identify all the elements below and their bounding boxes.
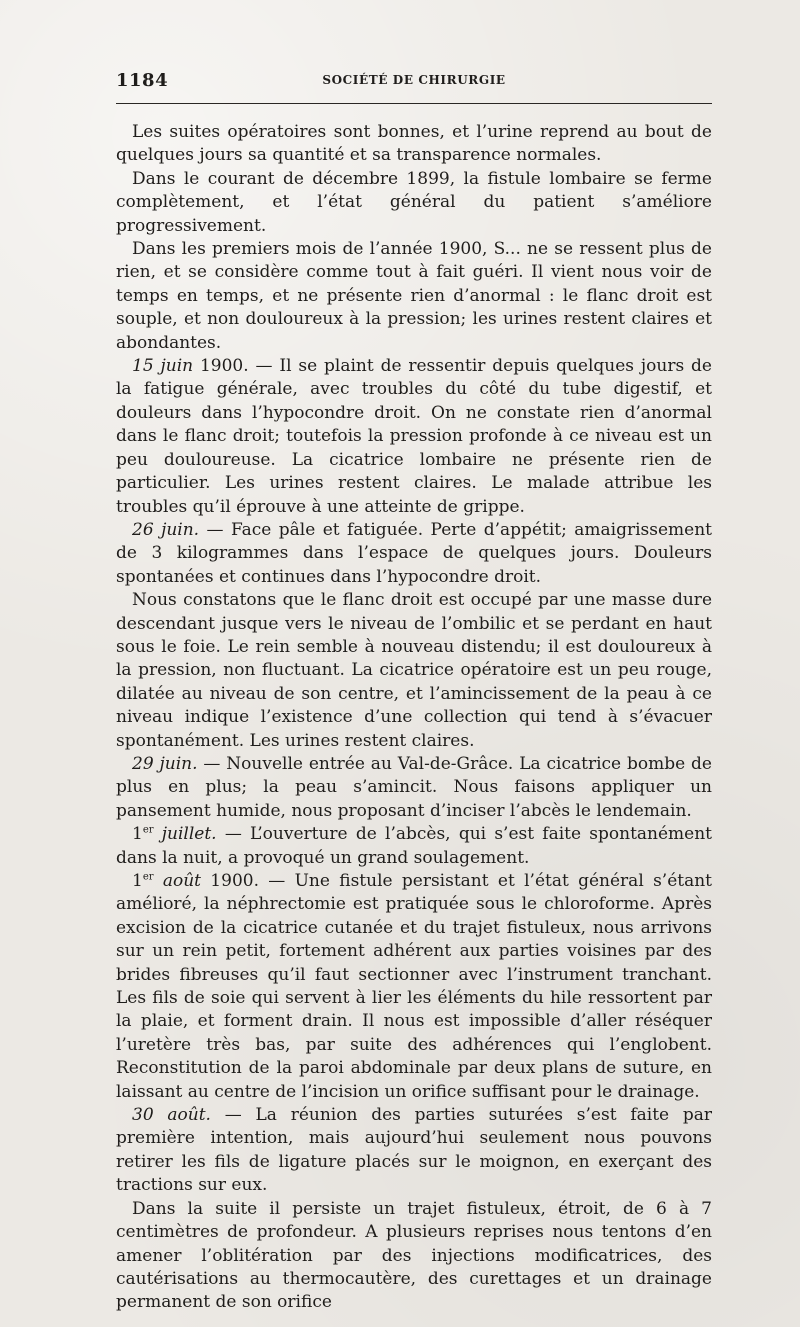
paragraph: [116, 589, 712, 753]
header-rule: [116, 103, 712, 104]
entry-date: juillet.: [153, 824, 217, 845]
entry-date-prefix: 1: [132, 871, 143, 891]
paragraph: [116, 823, 712, 870]
paragraph: [116, 238, 712, 355]
entry-date-superscript: er: [142, 871, 154, 883]
paragraph-text: 1900. — Il se plaint de ressentir depuis quelques jours de la fatigue générale, avec troubles du côté du tube digestif, et douleurs dans l’hypocondre droit. On ne constate rien d’anormal dans le flanc droit; toutefois la pression profonde à ce niveau est un peu douloureuse. La cicatrice lombaire ne présente rien de particulier. Les urines restent claires. Le malade attribue les troubles qu’il éprouve à une atteinte de grippe.: [116, 356, 712, 517]
paragraph-text: — Nouvelle entrée au Val-de-Grâce. La cicatrice bombe de plus en plus; la peau s’amincit. Nous faisons appliquer un pansement humide, nous proposant d’inciser l’abcès le lendemain.: [116, 753, 712, 821]
paragraph-text: — L’ouverture de l’abcès, qui s’est faite spontanément dans la nuit, a provoqué un grand soulagement.: [116, 824, 713, 868]
paragraph-text: — Face pâle et fatiguée. Perte d’appétit; amaigrissement de 3 kilogrammes dans l’espace de quelques jours. Douleurs spontanées et continues dans l’hypocondre droit.: [116, 519, 713, 587]
entry-date: 15 juin: [132, 356, 194, 377]
entry-date: août: [153, 871, 201, 891]
page-header: [116, 68, 712, 92]
page-number: 1184: [116, 69, 169, 91]
paragraph-text: Dans le courant de décembre 1899, la fistule lombaire se ferme complètement, et l’état général du patient s’améliore progressivement.: [116, 168, 712, 236]
running-head: SOCIÉTÉ DE CHIRURGIE: [322, 73, 506, 87]
entry-date: 26 juin.: [132, 519, 200, 540]
paragraph-text: Nous constatons que le flanc droit est occupé par une masse dure descendant jusque vers le niveau de l’ombilic et se perdant en haut sous le foie. Le rein semble à nouveau distendu; il est douloureux à la pression, non fluctuant. La cicatrice opératoire est un peu rouge, dilatée au niveau de son centre, et l’amincissement de la peau à ce niveau indique l’existence d’une collection qui tend à s’évacuer spontanément. Les urines restent claires.: [116, 590, 712, 751]
paragraph-text: Dans la suite il persiste un trajet fistuleux, étroit, de 6 à 7 centimètres de profondeur. A plusieurs reprises nous tentons d’en amener l’oblitération par des injections modificatrices, des cautérisations au thermocautère, des curettages et un drainage permanent de son orifice: [116, 1198, 712, 1313]
paragraph-text: Dans les premiers mois de l’année 1900, S... ne se ressent plus de rien, et se considère comme tout à fait guéri. Il vient nous voir de temps en temps, et ne présente rien d’anormal : le flanc droit est souple, et non douloureux à la pression; les urines restent claires et abondantes.: [116, 239, 712, 353]
paragraph-text: Les suites opératoires sont bonnes, et l’urine reprend au bout de quelques jours sa quantité et sa transparence normales.: [116, 122, 712, 166]
paragraph: [116, 753, 712, 823]
paragraph: [116, 1104, 712, 1198]
paragraph: [116, 870, 712, 1104]
entry-date: 29 juin.: [132, 753, 198, 774]
entry-date: 30 août.: [132, 1105, 211, 1126]
paragraph: [116, 1198, 712, 1315]
paragraph-text: 1900. — Une fistule persistant et l’état général s’étant amélioré, la néphrectomie est pratiquée sous le chloroforme. Après excision de la cicatrice cutanée et du trajet fistuleux, nous arrivons sur un rein petit, fortement adhérent aux parties voisines par des brides fibreuses qu’il faut sectionner avec l’instrument tranchant. Les fils de soie qui servent à lier les éléments du hile ressortent par la plaie, et forment drain. Il nous est impossible d’aller réséquer l’uretère très bas, par suite des adhérences qui l’englobent. Reconstitution de la paroi abdominale par deux plans de suture, en laissant au centre de l’incision un orifice suffisant pour le drainage.: [116, 871, 713, 1102]
entry-date-superscript: er: [142, 824, 154, 836]
paragraph-text: — La réunion des parties suturées s’est faite par première intention, mais aujourd’hui seulement nous pouvons retirer les fils de ligature placés sur le moignon, en exerçant des tractions sur eux.: [116, 1105, 712, 1196]
body-text: [116, 121, 712, 1315]
entry-date-prefix: 1: [132, 824, 143, 845]
paragraph: [116, 121, 712, 168]
paragraph: [116, 168, 712, 238]
paragraph: [116, 519, 712, 589]
paragraph: [116, 355, 712, 519]
